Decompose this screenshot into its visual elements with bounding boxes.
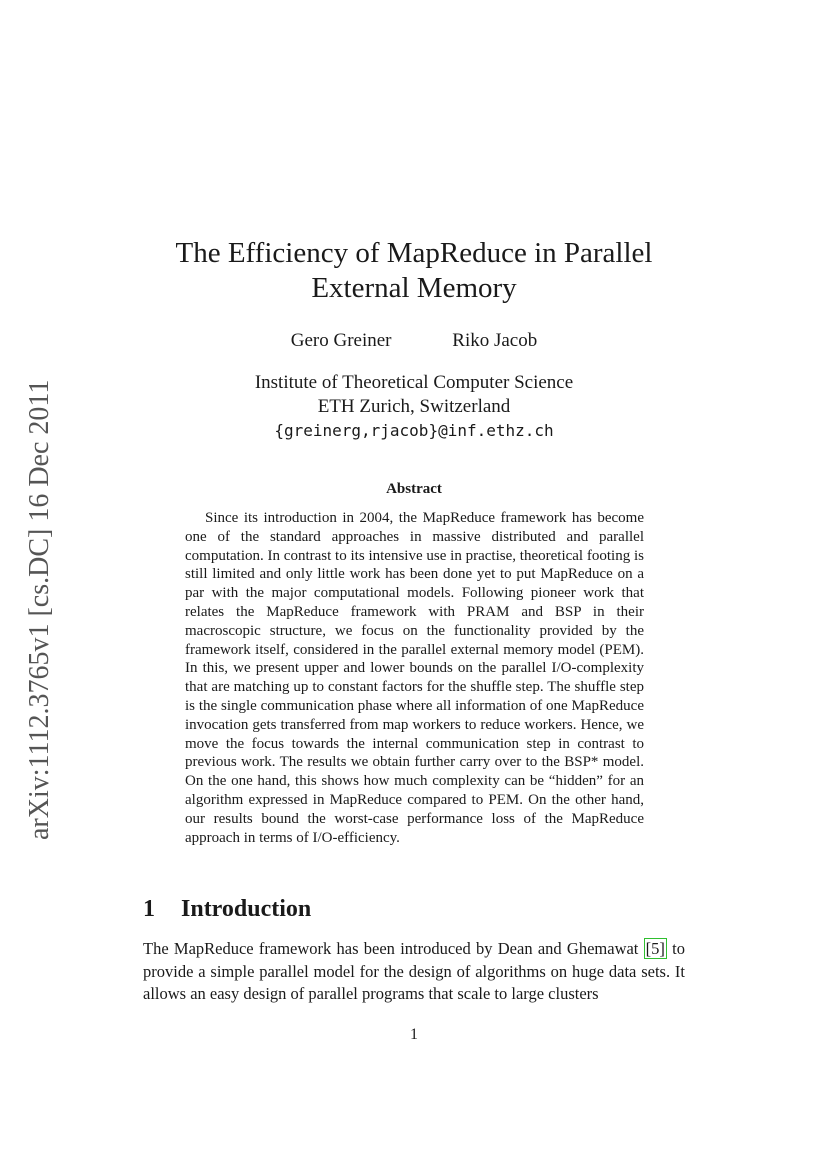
affiliation-location: ETH Zurich, Switzerland — [317, 396, 511, 417]
section-number: 1 — [143, 896, 155, 922]
title-line-1: The Efficiency of MapReduce in Parallel — [175, 237, 653, 269]
section-title: Introduction — [181, 896, 312, 922]
arxiv-stamp — [20, 370, 60, 840]
abstract-body: Since its introduction in 2004, the MapReduce framework has become one of the standard approaches in massive distributed and parallel computation. In contrast to its intensive use in practise, theoretical footing is still limited and only little work has been done yet to put MapReduce on a par with the major computational models. Following pioneer work that relates the MapReduce framework with PRAM and BSP in their macroscopic structure, we focus on the functionality provided by the framework itself, considered in the parallel external memory model (PEM). In this, we present upper and lower bounds on the parallel I/O-complexity that are matching up to constant factors for the shuffle step. The shuffle step is the single communication phase where all information of one MapReduce invocation gets transferred from map workers to reduce workers. Hence, we move the focus towards the internal communication step in contrast to previous work. The results we obtain further carry over to the BSP* model. On the one hand, this shows how much complexity can be “hidden” for an algorithm expressed in MapReduce compared to PEM. On the other hand, our results bound the worst-case performance loss of the MapReduce approach in terms of I/O-efficiency. — [185, 510, 644, 846]
abstract-heading: Abstract — [386, 481, 442, 497]
paper-title — [140, 236, 688, 306]
affiliation-block — [140, 371, 688, 443]
author-name: Gero Greiner — [290, 330, 392, 351]
title-line-2: External Memory — [311, 272, 517, 304]
intro-text-start: The MapReduce framework has been introduced by Dean and Ghemawat — [143, 939, 644, 958]
affiliation-email: {greinerg,rjacob}@inf.ethz.ch — [274, 421, 554, 440]
affiliation-institute: Institute of Theoretical Computer Science — [254, 372, 574, 393]
arxiv-stamp-text[interactable]: arXiv:1112.3765v1 [cs.DC] 16 Dec 2011 — [24, 379, 55, 840]
citation-link[interactable]: [5] — [645, 939, 665, 958]
intro-text-end: to provide a simple parallel model for the design of algorithms on huge data sets. It allows an easy design of parallel programs that scale to large clusters — [143, 939, 685, 1003]
section-heading — [143, 894, 683, 924]
author-list — [140, 330, 688, 352]
citation-number[interactable]: 5 — [651, 939, 660, 958]
intro-paragraph — [143, 938, 685, 1006]
page-number: 1 — [410, 1026, 418, 1043]
author-name: Riko Jacob — [452, 330, 538, 351]
